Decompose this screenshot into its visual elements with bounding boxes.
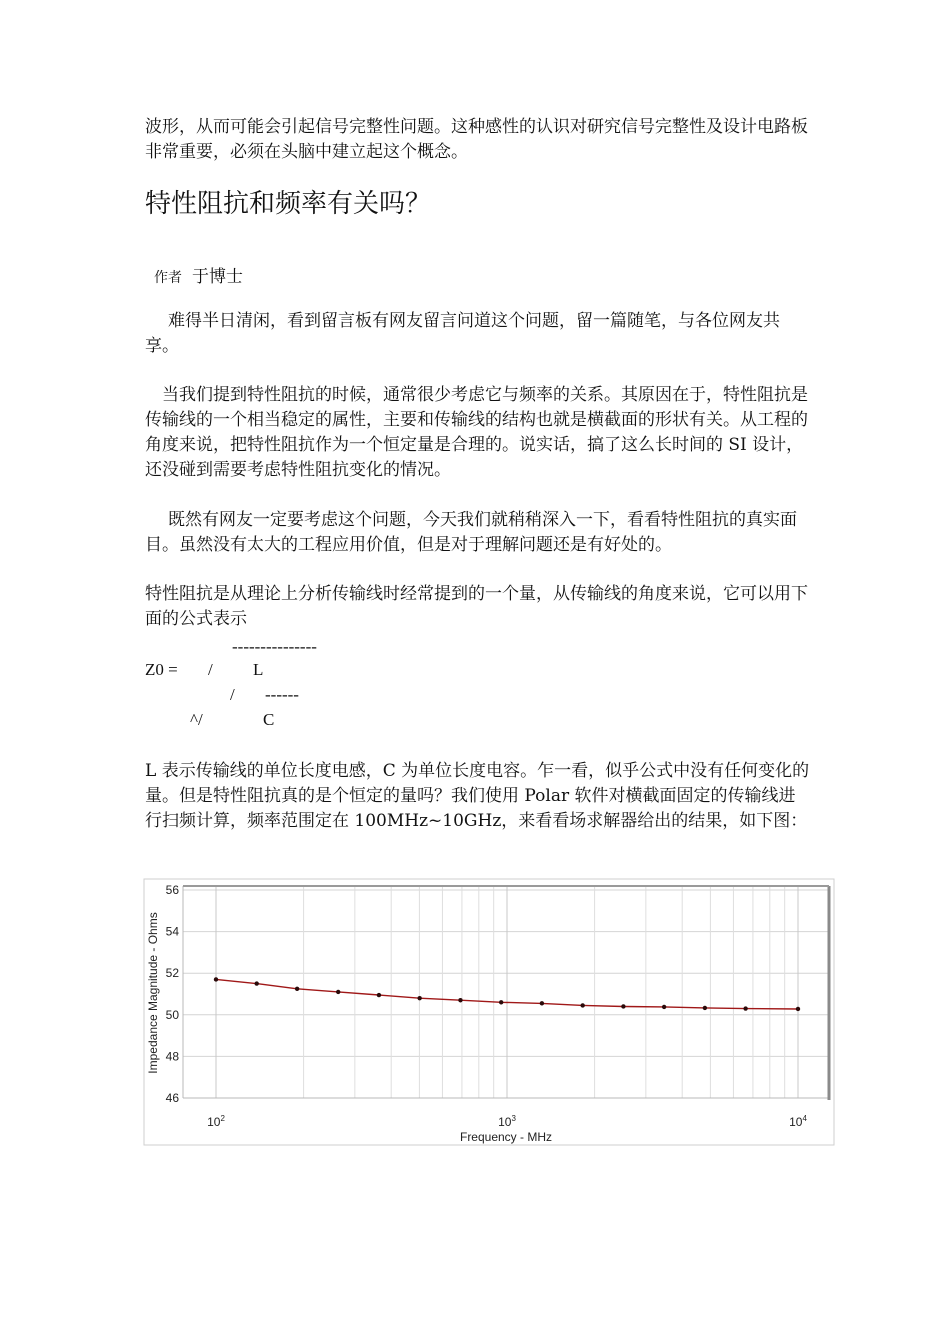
- y-tick-label: 50: [165, 1007, 179, 1022]
- formula-numerator-l: L: [253, 660, 264, 679]
- formula-fraction-bar: ------: [265, 685, 299, 704]
- paragraph-1: 难得半日清闲，看到留言板有网友留言问道这个问题，留一篇随笔，与各位网友共享。: [145, 311, 780, 356]
- data-point: [662, 1005, 666, 1009]
- plot-area: [183, 886, 829, 1098]
- data-point: [458, 998, 462, 1002]
- data-point: [580, 1003, 584, 1007]
- formula-slash-2: /: [230, 685, 235, 704]
- data-point: [336, 990, 340, 994]
- data-point: [743, 1006, 747, 1010]
- section-heading: 特性阻抗和频率有关吗？: [145, 189, 432, 219]
- y-tick-label: 52: [165, 966, 179, 981]
- byline-label: 作者: [154, 270, 182, 286]
- impedance-frequency-chart: [143, 878, 837, 1148]
- data-point: [377, 993, 381, 997]
- x-tick-label: $10^4$: [789, 1114, 807, 1129]
- data-point: [703, 1006, 707, 1010]
- formula-z0: Z0 =: [145, 660, 178, 679]
- formula-slash-1: /: [208, 660, 213, 679]
- y-tick-label: 54: [165, 924, 179, 939]
- paragraph-intro: 波形，从而可能会引起信号完整性问题。这种感性的认识对研究信号完整性及设计电路板非常重要，必须在头脑中建立起这个概念。: [145, 117, 808, 162]
- data-point: [621, 1004, 625, 1008]
- formula-overline: ---------------: [232, 637, 317, 656]
- byline: [154, 262, 243, 287]
- data-point: [214, 977, 218, 981]
- x-tick-label: $10^3$: [498, 1114, 516, 1129]
- y-tick-label: 56: [165, 883, 179, 897]
- paragraph-3: 既然有网友一定要考虑这个问题，今天我们就稍稍深入一下，看看特性阻抗的真实面目。虽然没有太大的工程应用价值，但是对于理解问题还是有好处的。: [145, 510, 797, 555]
- formula-root-sign: ^/: [190, 710, 203, 729]
- data-point: [255, 981, 259, 985]
- formula-denominator-c: C: [263, 710, 275, 729]
- paragraph-5: L 表示传输线的单位长度电感，C 为单位长度电容。乍一看，似乎公式中没有任何变化的量。但是特性阻抗真的是个恒定的量吗？我们使用 Polar 软件对横截面固定的传输线进行扫频计算，频率范围定在 100MHz~10GHz，来看看场求解器给出的结果，如下图：: [145, 761, 810, 831]
- byline-author: 于博士: [192, 267, 243, 287]
- x-axis-label: Frequency - MHz: [459, 1130, 553, 1144]
- paragraph-2: 当我们提到特性阻抗的时候，通常很少考虑它与频率的关系。其原因在于，特性阻抗是传输线的一个相当稳定的属性，主要和传输线的结构也就是横截面的形状有关。从工程的角度来说，把特性阻抗作为一个恒定量是合理的。说实话，搞了这么长时间的 SI 设计，还没碰到需要考虑特性阻抗变化的情况。: [145, 385, 808, 480]
- x-tick-label: $10^2$: [207, 1114, 225, 1129]
- data-point: [295, 987, 299, 991]
- y-tick-label: 46: [165, 1091, 179, 1105]
- y-tick-label: 48: [165, 1049, 179, 1064]
- paragraph-4: 特性阻抗是从理论上分析传输线时经常提到的一个量，从传输线的角度来说，它可以用下面的公式表示: [145, 584, 808, 629]
- y-axis-label: Impedance Magnitude - Ohms: [146, 912, 160, 1074]
- data-point: [417, 996, 421, 1000]
- data-point: [796, 1007, 800, 1011]
- data-point: [540, 1001, 544, 1005]
- data-point: [499, 1000, 503, 1004]
